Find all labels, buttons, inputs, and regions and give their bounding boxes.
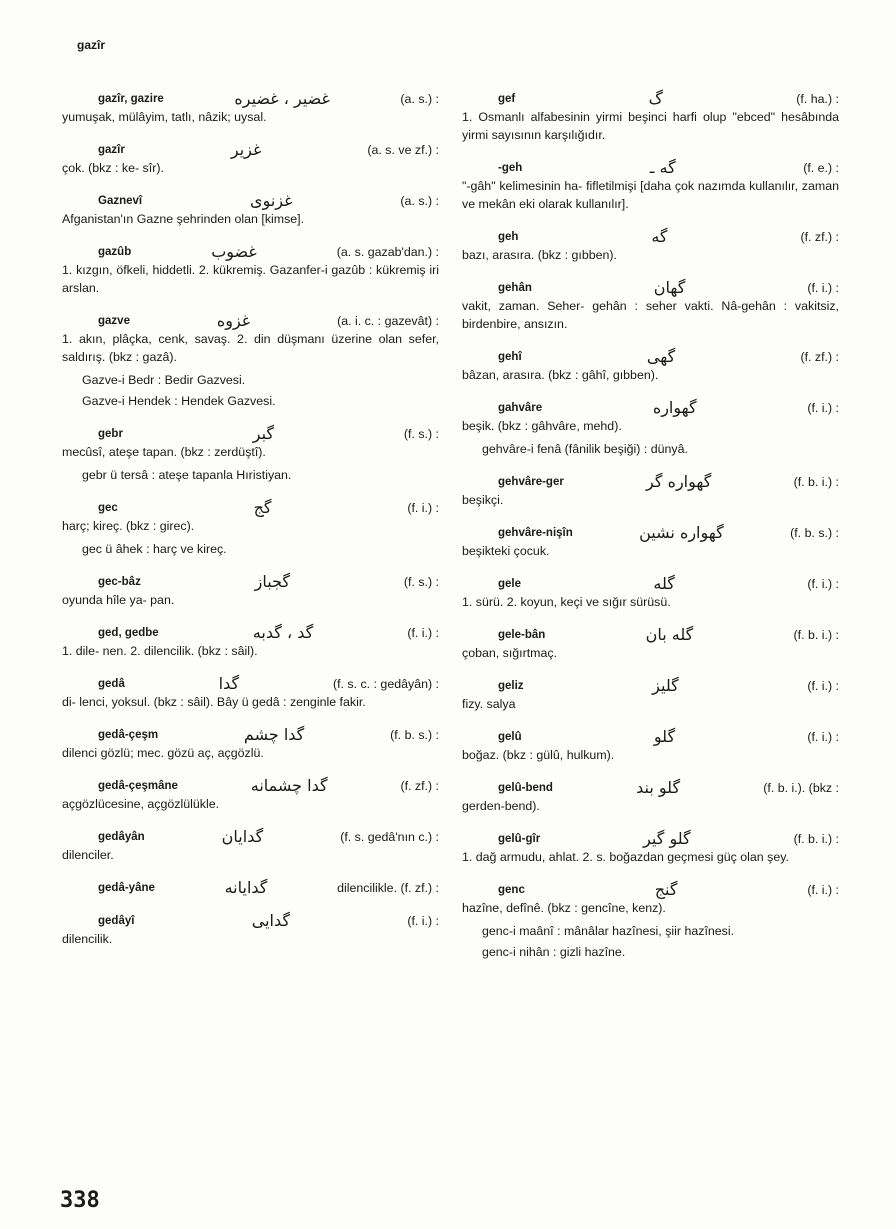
entry-grammar: (f. i.) : (407, 501, 439, 515)
entry-arabic-script: گلو بند (636, 778, 681, 797)
entry-arabic-script: غضير ، غضيره (234, 89, 330, 108)
entry-arabic-script: گله بان (645, 625, 694, 644)
entry-headword: gebr (98, 428, 123, 440)
entry-headword: ged, gedbe (98, 627, 159, 639)
entry-headword: gedâ-çeşm (98, 729, 159, 741)
entry-subentry: gebr ü tersâ : ateşe tapanla Hıristiyan. (82, 468, 292, 482)
entry-definition: gerden-bend). (462, 799, 540, 813)
entry-grammar: (f. i.) : (807, 577, 839, 591)
entry-headline (62, 573, 439, 591)
entry-headline (62, 90, 439, 108)
entry-headline (462, 524, 839, 542)
dictionary-entry (62, 141, 439, 177)
entry-definition: oyunda hîle ya- pan. (62, 593, 175, 607)
entry-grammar: (f. b. i.) : (793, 832, 839, 846)
entry-grammar: dilencilikle. (f. zf.) : (337, 881, 439, 895)
entry-headword: gazîr (98, 144, 125, 156)
entry-headword: gedâ-yâne (98, 882, 155, 894)
entry-arabic-script: گنج (654, 880, 678, 899)
entry-arabic-script: گهى (646, 347, 676, 366)
entry-definition: çok. (bkz : ke- sîr). (62, 161, 164, 175)
entry-headline (462, 473, 839, 491)
entry-headword: gehvâre-nişîn (498, 527, 573, 539)
dictionary-entry (62, 624, 439, 660)
entry-arabic-script: گلو گير (643, 829, 691, 848)
entry-headword: gedâyân (98, 831, 145, 843)
entry-grammar: (f. i.) : (807, 883, 839, 897)
entry-definition: di- lenci, yoksul. (bkz : sâil). Bây ü gedâ : zenginle fakir. (62, 695, 366, 709)
entry-arabic-script: غزير (230, 140, 262, 159)
left-column (62, 90, 439, 963)
dictionary-entry (462, 399, 839, 435)
entry-definition: beşikteki çocuk. (462, 544, 550, 558)
entry-arabic-script: گدا (218, 674, 240, 693)
entry-arabic-script: گليز (652, 676, 679, 695)
entry-headline (462, 228, 839, 246)
dictionary-entry (62, 912, 439, 948)
entry-headline (62, 912, 439, 930)
entry-headword: gedâyî (98, 915, 135, 927)
entry-grammar: (f. s. gedâ'nın c.) : (340, 830, 439, 844)
entry-arabic-script: گ (648, 89, 663, 108)
entry-grammar: (f. ha.) : (796, 92, 839, 106)
entry-definition: bâzan, arasıra. (bkz : gâhî, gıbben). (462, 368, 659, 382)
entry-arabic-script: غزنوى (250, 191, 293, 210)
dictionary-entry (62, 675, 439, 711)
page-number: 338 (60, 1188, 100, 1213)
entry-headline (462, 348, 839, 366)
entry-arabic-script: گدايى (251, 911, 290, 930)
entry-headline (462, 90, 839, 108)
entry-definition: fizy. salya (462, 697, 516, 711)
entry-subentry: genc-i maânî : mânâlar hazînesi, şiir hazînesi. (482, 924, 735, 938)
dictionary-entry (62, 573, 439, 609)
entry-arabic-script: گلو (653, 727, 676, 746)
entry-headword: gedâ-çeşmâne (98, 780, 178, 792)
dictionary-entry (462, 228, 839, 264)
dictionary-entry (62, 192, 439, 228)
entry-headline (462, 279, 839, 297)
entry-headline (62, 828, 439, 846)
entry-definition: 1. dile- nen. 2. dilencilik. (bkz : sâil). (62, 644, 258, 658)
dictionary-entry (462, 830, 839, 866)
entry-headline (462, 399, 839, 417)
entry-arabic-script: گد ، گدبه (252, 623, 314, 642)
entry-headword: gelû-gîr (498, 833, 541, 845)
entry-grammar: (f. i.) : (407, 626, 439, 640)
entry-arabic-script: گدايان (221, 827, 264, 846)
entry-headline (62, 624, 439, 642)
entry-headword: gahvâre (498, 402, 543, 414)
entry-grammar: (f. i.) : (807, 730, 839, 744)
dictionary-entry (62, 90, 439, 126)
dictionary-entry (462, 279, 839, 333)
entry-grammar: (a. s. gazab'dan.) : (336, 245, 439, 259)
entry-headword: gazve (98, 315, 130, 327)
dictionary-entry (462, 728, 839, 764)
dictionary-entry (462, 575, 839, 611)
entry-grammar: (a. s. ve zf.) : (367, 143, 439, 157)
dictionary-entry (62, 425, 439, 461)
entry-grammar: (f. i.) : (407, 914, 439, 928)
entry-definition: vakit, zaman. Seher- gehân : seher vakti. Nâ-gehân : vakitsiz, birdenbire, ansızın. (462, 299, 839, 331)
dictionary-entry (462, 524, 839, 560)
entry-grammar: (f. i.) : (807, 281, 839, 295)
entry-headword: Gaznevî (98, 195, 143, 207)
entry-definition: dilencilik. (62, 932, 113, 946)
entry-headline (62, 777, 439, 795)
entry-subentry: Gazve-i Bedr : Bedir Gazvesi. (82, 373, 246, 387)
entry-grammar: (f. i.) : (807, 679, 839, 693)
entry-grammar: (f. b. i.). (bkz : (763, 781, 839, 795)
entry-headline (62, 243, 439, 261)
dictionary-entry (462, 626, 839, 662)
entry-arabic-script: گهان (653, 278, 686, 297)
entry-grammar: (f. b. s.) : (390, 728, 439, 742)
entry-headword: gehân (498, 282, 532, 294)
entry-headword: gelû (498, 731, 522, 743)
entry-definition: yumuşak, mülâyim, tatlı, nâzik; uysal. (62, 110, 267, 124)
entry-definition: Afganistan'ın Gazne şehrinden olan [kimse]. (62, 212, 305, 226)
entry-arabic-script: گبر (252, 424, 275, 443)
entry-headline (62, 141, 439, 159)
entry-headline (62, 192, 439, 210)
entry-definition: "-gâh" kelimesinin ha- fifletilmişi [daha çok nazımda kullanılır, zaman ve mekân eki olarak kullanılır]. (462, 179, 839, 211)
entry-arabic-script: گدا چشم (243, 725, 305, 744)
entry-headword: gef (498, 93, 516, 105)
dictionary-entry (62, 499, 439, 535)
dictionary-entry (62, 312, 439, 366)
entry-headline (62, 726, 439, 744)
entry-headline (462, 830, 839, 848)
entry-headword: gazûb (98, 246, 132, 258)
entry-definition: mecûsî, ateşe tapan. (bkz : zerdüştî). (62, 445, 266, 459)
entry-arabic-script: گه ـ (649, 158, 676, 177)
dictionary-entry (462, 779, 839, 815)
dictionary-entry (462, 881, 839, 917)
entry-headword: geh (498, 231, 519, 243)
entry-grammar: (a. s.) : (400, 194, 439, 208)
entry-grammar: (f. s.) : (403, 427, 439, 441)
entry-headline (462, 728, 839, 746)
entry-headline (462, 881, 839, 899)
entry-headline (62, 675, 439, 693)
entry-headword: gec-bâz (98, 576, 141, 588)
entry-headline (462, 575, 839, 593)
entry-definition: dilenci gözlü; mec. gözü aç, açgözlü. (62, 746, 264, 760)
entry-grammar: (f. zf.) : (400, 779, 439, 793)
entry-grammar: (f. zf.) : (800, 230, 839, 244)
entry-definition: çoban, sığırtmaç. (462, 646, 558, 660)
entry-subentry: genc-i nihân : gizli hazîne. (482, 945, 626, 959)
entry-headline (62, 312, 439, 330)
entry-headline (462, 779, 839, 797)
entry-arabic-script: گدا چشمانه (250, 776, 328, 795)
entry-definition: 1. Osmanlı alfabesinin yirmi beşinci harfi olup "ebced" hesâbında yirmi sayısının karşılığıdır. (462, 110, 839, 142)
entry-definition: dilenciler. (62, 848, 114, 862)
entry-arabic-script: گجباز (254, 572, 291, 591)
entry-grammar: (f. s. c. : gedâyân) : (332, 677, 439, 691)
entry-headword: gec (98, 502, 118, 514)
entry-headword: gele (498, 578, 522, 590)
entry-headword: geliz (498, 680, 524, 692)
entry-definition: bazı, arasıra. (bkz : gıbben). (462, 248, 617, 262)
entry-grammar: (f. zf.) : (800, 350, 839, 364)
dictionary-entry (462, 159, 839, 213)
entry-headword: gazîr, gazire (98, 93, 164, 105)
entry-grammar: (f. b. s.) : (790, 526, 839, 540)
entry-headword: gedâ (98, 678, 125, 690)
entry-headline (462, 677, 839, 695)
right-column (462, 90, 839, 976)
dictionary-entry (462, 677, 839, 713)
dictionary-entry (462, 473, 839, 509)
entry-headline (462, 159, 839, 177)
entry-headline (62, 879, 439, 897)
entry-headword: genc (498, 884, 525, 896)
entry-definition: harç; kireç. (bkz : girec). (62, 519, 195, 533)
entry-definition: beşik. (bkz : gâhvâre, mehd). (462, 419, 622, 433)
entry-definition: hazîne, defînê. (bkz : gencîne, kenz). (462, 901, 666, 915)
entry-arabic-script: گهواره نشين (639, 523, 724, 542)
entry-definition: 1. dağ armudu, ahlat. 2. s. boğazdan geçmesi güç olan şey. (462, 850, 789, 864)
entry-grammar: (a. s.) : (400, 92, 439, 106)
entry-arabic-script: غزوه (216, 311, 251, 330)
running-head: gazîr (77, 38, 106, 52)
entry-grammar: (f. i.) : (807, 401, 839, 415)
entry-headword: gelû-bend (498, 782, 553, 794)
dictionary-entry (62, 879, 439, 897)
entry-grammar: (f. b. i.) : (793, 628, 839, 642)
entry-definition: boğaz. (bkz : gülû, hulkum). (462, 748, 615, 762)
entry-grammar: (a. i. c. : gazevât) : (337, 314, 439, 328)
entry-arabic-script: گدايانه (224, 878, 268, 897)
entry-arabic-script: گهواره (652, 398, 697, 417)
entry-headline (462, 626, 839, 644)
entry-grammar: (f. b. i.) : (793, 475, 839, 489)
dictionary-entry (62, 726, 439, 762)
entry-arabic-script: گج (253, 498, 272, 517)
dictionary-entry (62, 777, 439, 813)
dictionary-entry (62, 828, 439, 864)
entry-headword: -geh (498, 162, 523, 174)
entry-arabic-script: گه (651, 227, 668, 246)
entry-headword: gehî (498, 351, 522, 363)
entry-grammar: (f. e.) : (803, 161, 839, 175)
entry-headword: gehvâre-ger (498, 476, 564, 488)
entry-headline (62, 499, 439, 517)
entry-definition: açgözlücesine, açgözlülükle. (62, 797, 220, 811)
entry-definition: beşikçi. (462, 493, 504, 507)
dictionary-entry (62, 243, 439, 297)
entry-grammar: (f. s.) : (403, 575, 439, 589)
entry-subentry: gehvâre-i fenâ (fânilik beşiği) : dünyâ. (482, 442, 688, 456)
entry-arabic-script: گهواره گر (646, 472, 712, 491)
entry-arabic-script: غضوب (211, 242, 257, 261)
entry-subentry: Gazve-i Hendek : Hendek Gazvesi. (82, 394, 276, 408)
entry-definition: 1. kızgın, öfkeli, hiddetli. 2. kükremiş. Gazanfer-i gazûb : kükremiş iri arslan. (62, 263, 439, 295)
entry-subentry: gec ü âhek : harç ve kireç. (82, 542, 227, 556)
entry-headword: gele-bân (498, 629, 546, 641)
entry-headline (62, 425, 439, 443)
entry-definition: 1. sürü. 2. koyun, keçi ve sığır sürüsü. (462, 595, 671, 609)
dictionary-entry (462, 348, 839, 384)
entry-definition: 1. akın, plâçka, cenk, savaş. 2. din düşmanı üzerine olan sefer, saldırış. (bkz : gazâ). (62, 332, 439, 364)
entry-arabic-script: گله (653, 574, 675, 593)
dictionary-entry (462, 90, 839, 144)
